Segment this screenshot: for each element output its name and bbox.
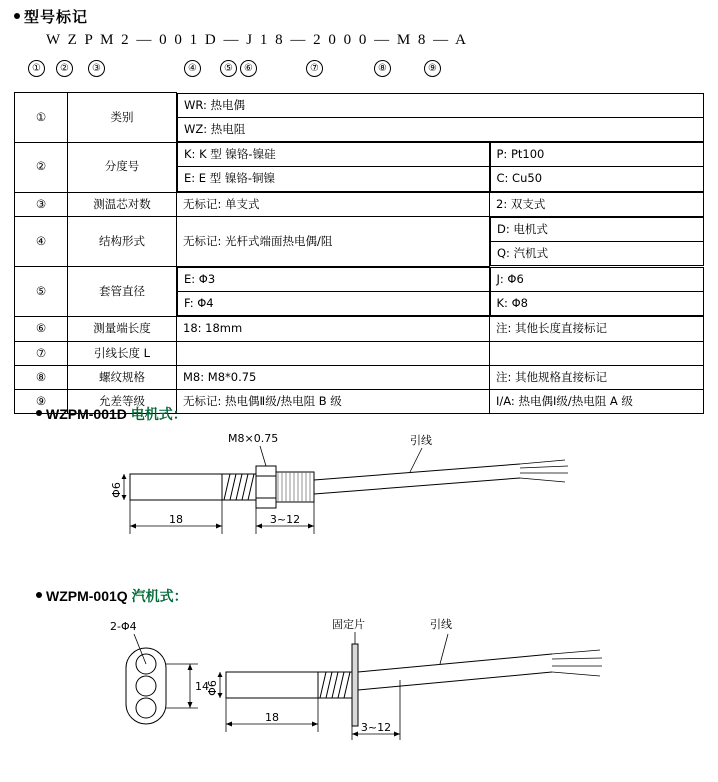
table-row (15, 341, 704, 365)
row-value-left: 18: 18mm (177, 317, 490, 341)
drawing1-thread-label: M8×0.75 (228, 432, 279, 445)
code-marker-8: ⑧ (374, 60, 391, 77)
row-index: ⑤ (15, 266, 68, 317)
row-value-right: 注: 其他长度直接标记 (490, 317, 704, 341)
drawing2-dim-range: 3~12 (360, 721, 392, 734)
cable-wires (552, 650, 602, 676)
cable-wires (520, 460, 568, 482)
code-marker-1: ① (28, 60, 45, 77)
row-value-cell-left (177, 142, 490, 192)
drawing2-height-label: 14 (195, 680, 209, 693)
cable-top (358, 654, 552, 672)
model-code-string: W Z P M 2 — 0 0 1 D — J 1 8 — 2 0 0 0 — M 8 — A (46, 32, 468, 48)
spring-coil (320, 672, 350, 698)
row-label: 螺纹规格 (68, 365, 177, 389)
row-value-right (490, 341, 704, 365)
row-value-line: E: E 型 镍铬-铜镍 (178, 167, 490, 191)
row-value-line: P: Pt100 (490, 143, 703, 167)
row-index: ① (15, 93, 68, 143)
drawing2-title-cn: 汽机式： (131, 588, 188, 604)
drawing2-code: WZPM-001Q (46, 588, 128, 604)
row-value-line: C: Cu50 (490, 167, 703, 191)
code-marker-6: ⑥ (240, 60, 257, 77)
probe-tube (130, 474, 222, 500)
drawing1-lead-label: 引线 (410, 434, 432, 447)
row-index: ⑧ (15, 365, 68, 389)
row-label: 分度号 (68, 142, 177, 192)
probe-tube (226, 672, 318, 698)
row-value-cell-right (490, 216, 704, 266)
row-label: 允差等级 (68, 390, 177, 414)
row-value-line: WR: 热电偶 (178, 93, 704, 117)
bullet-icon (14, 13, 20, 19)
row-value-left: 无标记: 光杆式端面热电偶/阻 (177, 216, 490, 266)
plate-hole-mid (136, 676, 156, 696)
row-value-left: 无标记: 单支式 (177, 192, 490, 216)
code-marker-2: ② (56, 60, 73, 77)
row-index: ⑥ (15, 317, 68, 341)
row-value-line: K: K 型 镍铬-镍硅 (178, 143, 490, 167)
row-label: 测温芯对数 (68, 192, 177, 216)
code-marker-7: ⑦ (306, 60, 323, 77)
cable-top (314, 464, 520, 480)
row-value-cell-right (490, 266, 704, 317)
row-index: ② (15, 142, 68, 192)
bullet-icon (36, 410, 42, 416)
code-marker-3: ③ (88, 60, 105, 77)
table-row (15, 317, 704, 341)
drawing1-title-cn: 电机式： (130, 406, 187, 422)
row-value-line: D: 电机式 (491, 217, 704, 241)
drawing1-dim-18: 18 (169, 513, 183, 526)
drawing2-lead-label: 引线 (430, 618, 452, 631)
row-label: 类别 (68, 93, 177, 143)
code-marker-4: ④ (184, 60, 201, 77)
drawing2-heading (36, 586, 188, 606)
row-value-line: E: Φ3 (178, 267, 490, 291)
row-label: 结构形式 (68, 216, 177, 266)
drawing1-diameter-label: Φ6 (110, 482, 123, 498)
row-value-line: F: Φ4 (178, 292, 490, 316)
section-heading-model-marking (14, 6, 88, 27)
table-row (15, 266, 704, 317)
fixing-plate-front (126, 648, 166, 724)
drawing2-diagram (100, 614, 700, 774)
hex-nut (256, 466, 276, 508)
row-value-line: WZ: 热电阻 (178, 117, 704, 141)
plate-hole-bottom (136, 698, 156, 718)
row-value-right: 注: 其他规格直接标记 (490, 365, 704, 389)
row-value-left: 无标记: 热电偶Ⅱ级/热电阻 B 级 (177, 390, 490, 414)
row-value-line: Q: 汽机式 (491, 242, 704, 266)
row-label: 测量端长度 (68, 317, 177, 341)
row-value-right: Ⅰ/A: 热电偶Ⅰ级/热电阻 A 级 (490, 390, 704, 414)
cable-bottom (314, 478, 520, 494)
row-value-line: K: Φ8 (490, 291, 703, 315)
row-index: ⑦ (15, 341, 68, 365)
row-index: ④ (15, 216, 68, 266)
table-row (15, 93, 704, 143)
table-row (15, 142, 704, 192)
table-row (15, 365, 704, 389)
row-value-right: 2: 双支式 (490, 192, 704, 216)
fixing-plate-side (352, 644, 358, 726)
drawing2-hole-label: 2-Φ4 (110, 620, 137, 633)
drawing1-heading (36, 404, 187, 424)
row-label: 引线长度 L (68, 341, 177, 365)
section-heading-text: 型号标记 (24, 9, 89, 26)
table-row (15, 216, 704, 266)
row-value-line: J: Φ6 (490, 267, 703, 291)
drawing2-dim-18: 18 (265, 711, 279, 724)
drawing2-diameter-label: Φ6 (206, 680, 219, 696)
code-marker-5: ⑤ (220, 60, 237, 77)
drawing1-diagram (110, 430, 670, 570)
row-value-left (177, 341, 490, 365)
table-row (15, 192, 704, 216)
row-value-left: M8: M8*0.75 (177, 365, 490, 389)
bullet-icon (36, 592, 42, 598)
drawing1-dim-range: 3~12 (269, 513, 301, 526)
row-label: 套管直径 (68, 266, 177, 317)
row-value-cell-right (490, 142, 704, 192)
code-marker-9: ⑨ (424, 60, 441, 77)
drawing1-code: WZPM-001D (46, 406, 127, 422)
specification-table (14, 92, 704, 414)
cable-bottom (358, 672, 552, 690)
drawing2-plate-label: 固定片 (332, 618, 365, 631)
spring-coil (224, 474, 254, 500)
row-index: ⑨ (15, 390, 68, 414)
row-value-cell-left (177, 266, 490, 317)
model-code-markers (24, 60, 464, 84)
row-value-cell (177, 93, 704, 143)
row-index: ③ (15, 192, 68, 216)
